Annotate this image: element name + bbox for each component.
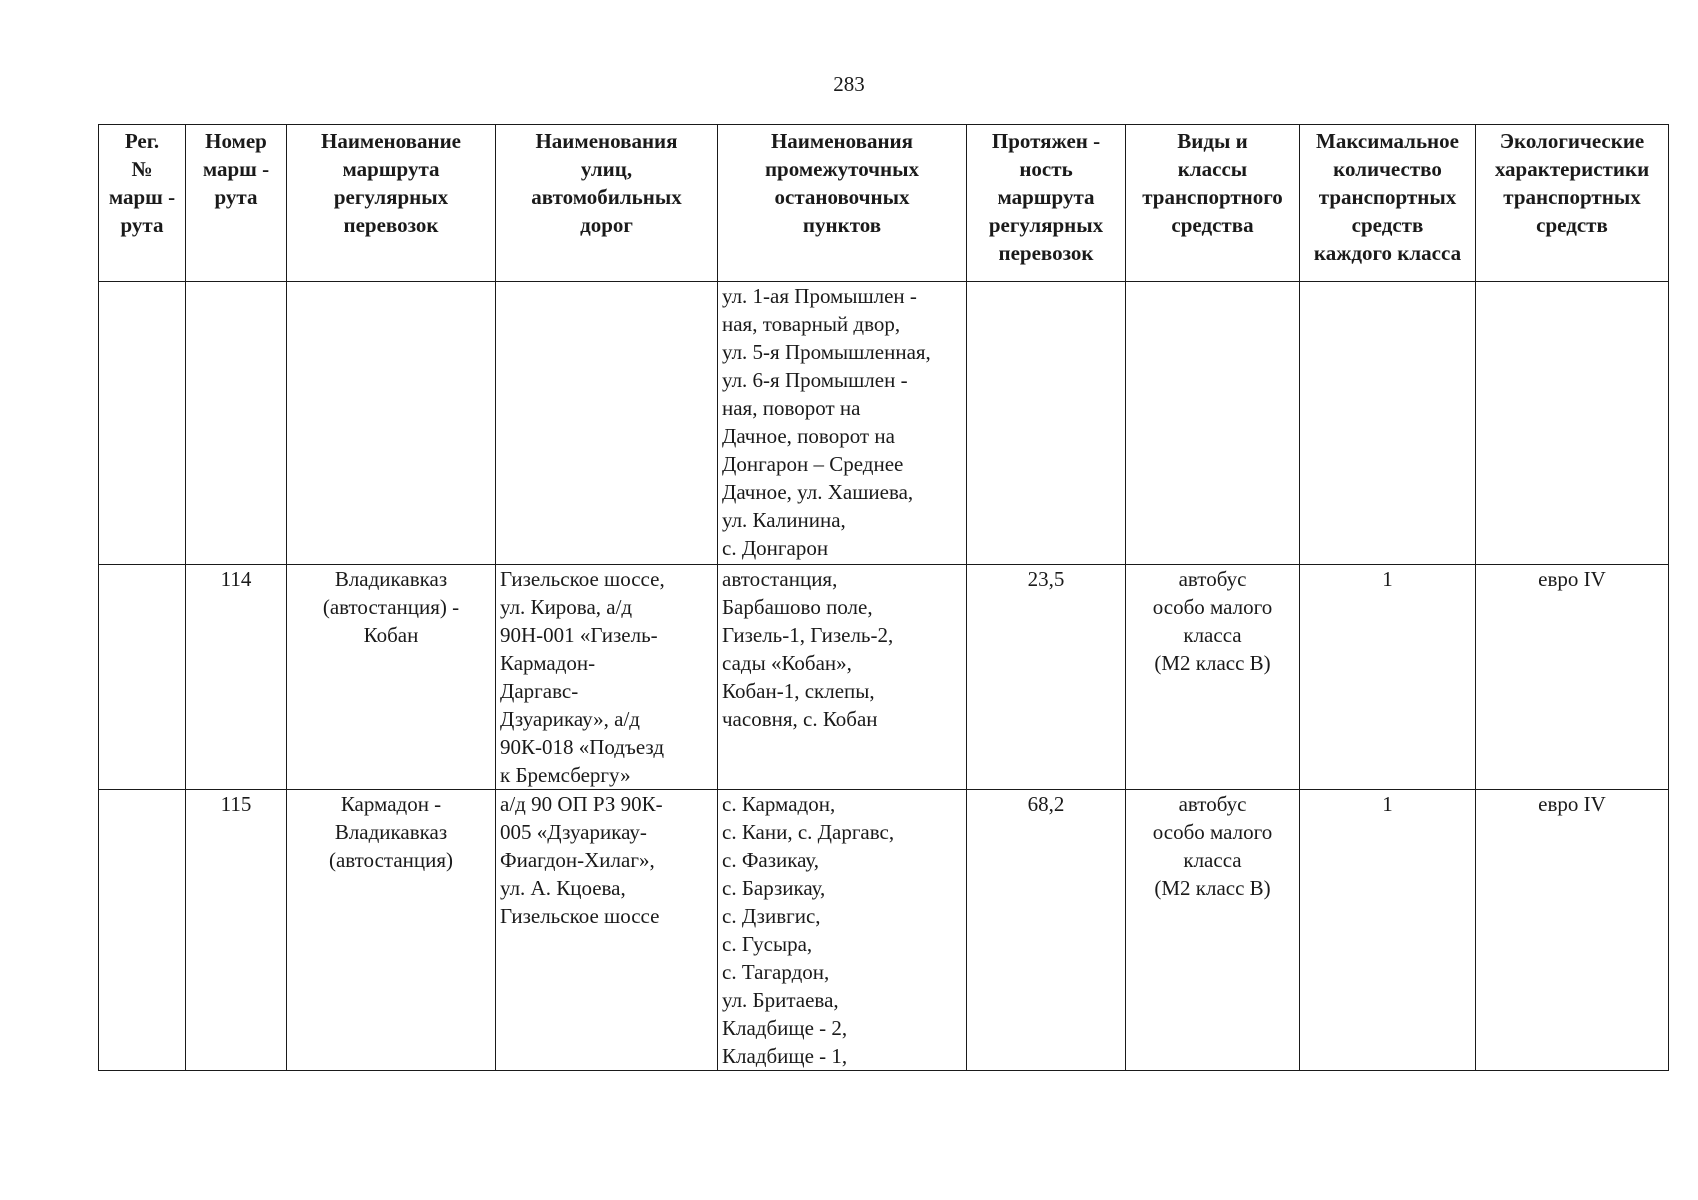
cell-route-length: 23,5 bbox=[967, 565, 1126, 790]
header-eco-class: Экологические характеристики транспортных средств bbox=[1476, 125, 1669, 282]
cell-route-name: Кармадон - Владикавказ (автостанция) bbox=[287, 790, 496, 1071]
cell-max-vehicles: 1 bbox=[1300, 790, 1476, 1071]
cell-vehicle-type: автобус особо малого класса (М2 класс В) bbox=[1126, 565, 1300, 790]
header-reg-number: Рег. № марш - рута bbox=[99, 125, 186, 282]
cell-roads: а/д 90 ОП РЗ 90К- 005 «Дзуарикау- Фиагдон-Хилаг», ул. А. Кцоева, Гизельское шоссе bbox=[496, 790, 718, 1071]
cell-route-number: 115 bbox=[186, 790, 287, 1071]
table-row bbox=[99, 565, 1669, 790]
page-number: 283 bbox=[833, 72, 865, 96]
cell-vehicle-type bbox=[1126, 282, 1300, 565]
table-header-row bbox=[99, 125, 1669, 282]
table-row bbox=[99, 790, 1669, 1071]
cell-route-number bbox=[186, 282, 287, 565]
header-max-vehicles: Максимальное количество транспортных средств каждого класса bbox=[1300, 125, 1476, 282]
routes-table bbox=[98, 124, 1669, 1071]
header-roads: Наименования улиц, автомобильных дорог bbox=[496, 125, 718, 282]
cell-vehicle-type: автобус особо малого класса (М2 класс В) bbox=[1126, 790, 1300, 1071]
table-row bbox=[99, 282, 1669, 565]
header-route-name: Наименование маршрута регулярных перевозок bbox=[287, 125, 496, 282]
cell-route-length: 68,2 bbox=[967, 790, 1126, 1071]
cell-route-number: 114 bbox=[186, 565, 287, 790]
cell-max-vehicles: 1 bbox=[1300, 565, 1476, 790]
cell-stops: ул. 1-ая Промышлен - ная, товарный двор, ул. 5-я Промышленная, ул. 6-я Промышлен - ная, поворот на Дачное, поворот на Донгарон – Среднее Дачное, ул. Хашиева, ул. Калинина, с. Донгарон bbox=[718, 282, 967, 565]
header-stops: Наименования промежуточных остановочных пунктов bbox=[718, 125, 967, 282]
cell-max-vehicles bbox=[1300, 282, 1476, 565]
cell-route-length bbox=[967, 282, 1126, 565]
cell-reg-number bbox=[99, 565, 186, 790]
cell-roads bbox=[496, 282, 718, 565]
header-vehicle-type: Виды и классы транспортного средства bbox=[1126, 125, 1300, 282]
cell-stops: с. Кармадон, с. Кани, с. Даргавс, с. Фазикау, с. Барзикау, с. Дзивгис, с. Гусыра, с. Тагардон, ул. Бритаева, Кладбище - 2, Кладбище - 1, bbox=[718, 790, 967, 1071]
header-route-length: Протяжен - ность маршрута регулярных перевозок bbox=[967, 125, 1126, 282]
cell-stops: автостанция, Барбашово поле, Гизель-1, Гизель-2, сады «Кобан», Кобан-1, склепы, часовня, с. Кобан bbox=[718, 565, 967, 790]
cell-eco-class: евро IV bbox=[1476, 790, 1669, 1071]
cell-eco-class: евро IV bbox=[1476, 565, 1669, 790]
cell-route-name bbox=[287, 282, 496, 565]
cell-eco-class bbox=[1476, 282, 1669, 565]
header-route-number: Номер марш - рута bbox=[186, 125, 287, 282]
cell-reg-number bbox=[99, 282, 186, 565]
cell-route-name: Владикавказ (автостанция) - Кобан bbox=[287, 565, 496, 790]
cell-roads: Гизельское шоссе, ул. Кирова, а/д 90Н-001 «Гизель- Кармадон- Даргавс- Дзуарикау», а/д 90К-018 «Подъезд к Бремсбергу» bbox=[496, 565, 718, 790]
cell-reg-number bbox=[99, 790, 186, 1071]
